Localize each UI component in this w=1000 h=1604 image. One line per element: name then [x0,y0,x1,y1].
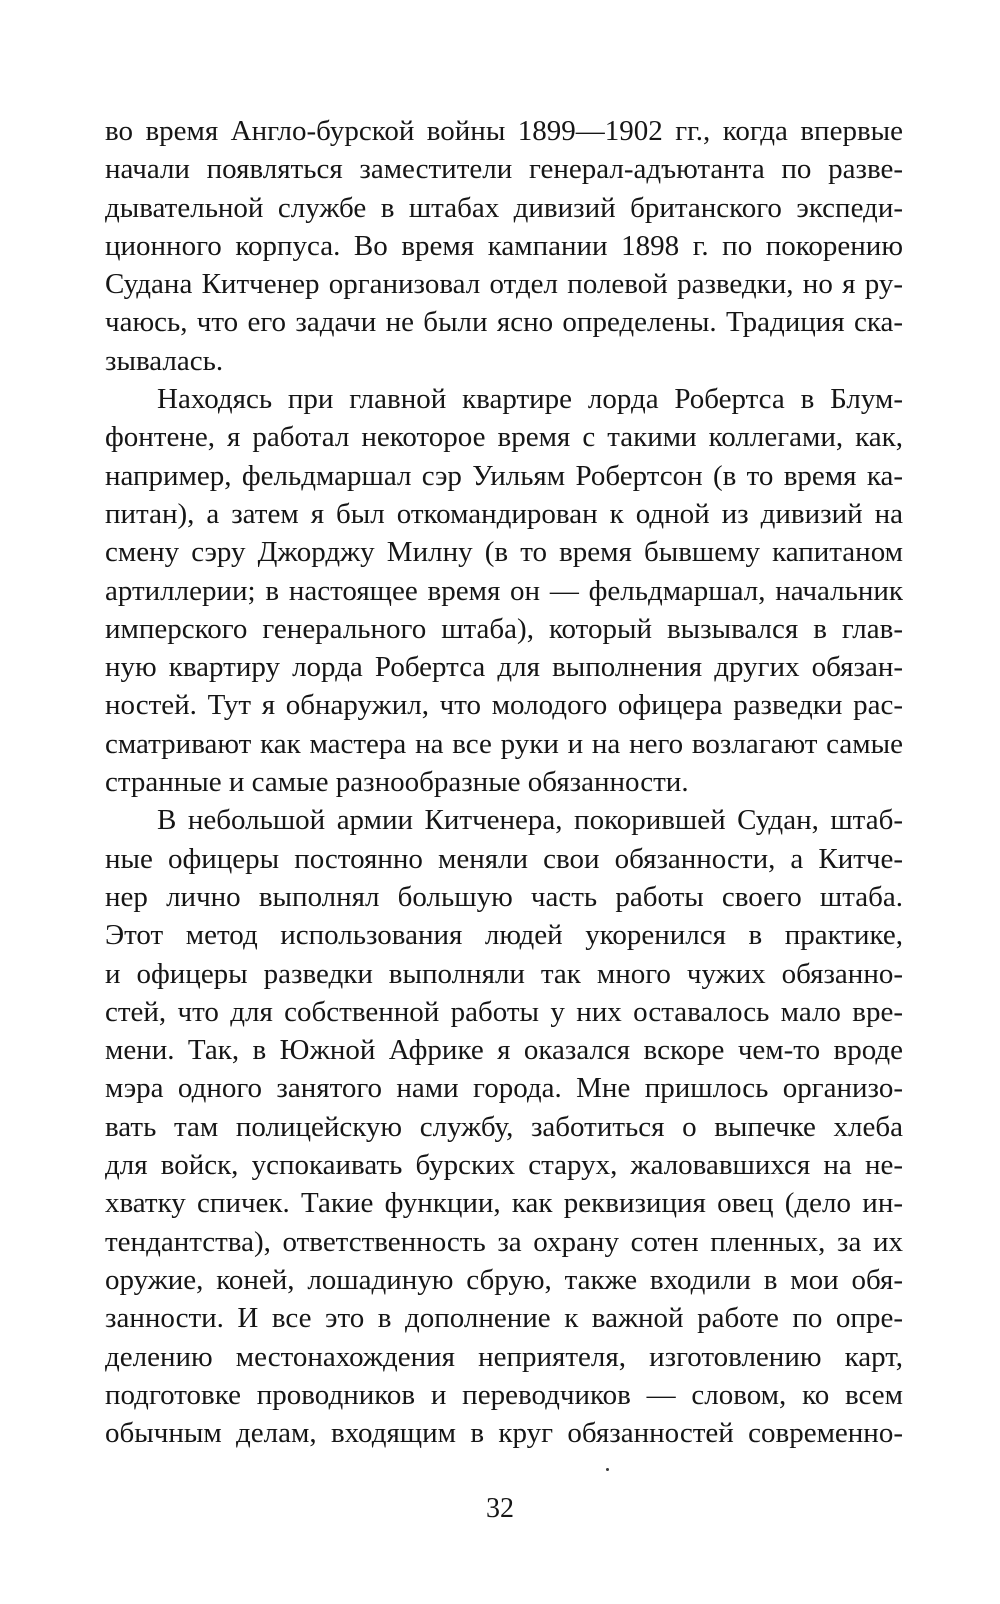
text-line: Этот метод использования людей укоренился в практике, [105,919,903,952]
text-line: фонтене, я работал некоторое время с такими коллегами, как, [105,421,903,454]
text-line: ционного корпуса. Во время кампании 1898 г. по покорению [105,229,903,262]
text-line: занности. И все это в дополнение к важной работе по опре- [105,1302,903,1335]
text-line: чаюсь, что его задачи не были ясно определены. Традиция ска- [105,306,903,339]
text-line: во время Англо-бурской войны 1899—1902 гг., когда впервые [105,115,903,147]
text-line: обычным делам, входящим в круг обязанностей современно- [105,1417,903,1450]
print-speck [606,1468,609,1471]
text-line: например, фельдмаршал сэр Уильям Робертсон (в то время ка- [105,459,903,492]
text-line: и офицеры разведки выполняли так много чужих обязанно- [105,957,903,990]
text-line: оружие, коней, лошадиную сбрую, также входили в мои обя- [105,1263,903,1296]
text-line: сматривают как мастера на все руки и на него возлагают самые [105,727,903,760]
text-line: нер лично выполнял большую часть работы своего штаба. [105,880,903,913]
text-line: смену сэру Джорджу Милну (в то время бывшему капитаном [105,536,903,569]
text-line: хватку спичек. Такие функции, как реквизиция овец (дело ин- [105,1187,903,1220]
text-line: ную квартиру лорда Робертса для выполнения других обязан- [105,651,903,684]
text-line: дывательной службе в штабах дивизий британского экспеди- [105,191,903,224]
text-line: мэра одного занятого нами города. Мне пришлось организо- [105,1072,903,1105]
text-line: артиллерии; в настоящее время он — фельдмаршал, начальник [105,574,903,607]
text-line: зывалась. [105,344,224,377]
text-line: Судана Китченер организовал отдел полевой разведки, но я ру- [105,268,903,301]
paragraph [105,112,903,380]
page-number: 32 [486,1493,514,1524]
text-line: В небольшой армии Китченера, покорившей Судан, штаб- [157,804,903,837]
text-line: странные и самые разнообразные обязанности. [105,766,689,799]
body-text [105,112,903,1452]
paragraph [105,801,903,1452]
text-line: вать там полицейскую службу, заботиться о выпечке хлеба [105,1110,903,1143]
text-line: делению местонахождения неприятеля, изготовлению карт, [105,1340,903,1373]
text-line: Находясь при главной квартире лорда Робертса в Блум- [157,383,903,416]
text-line: имперского генерального штаба), который вызывался в глав- [105,612,903,645]
text-line: начали появляться заместители генерал-адъютанта по разве- [105,153,903,186]
text-line: мени. Так, в Южной Африке я оказался вскоре чем-то вроде [105,1034,903,1067]
text-line: подготовке проводников и переводчиков — словом, ко всем [105,1378,903,1411]
text-line: ностей. Тут я обнаружил, что молодого офицера разведки рас- [105,689,903,722]
text-line: для войск, успокаивать бурских старух, жаловавшихся на не- [105,1149,903,1182]
paragraph [105,380,903,801]
text-line: тендантства), ответственность за охрану сотен пленных, за их [105,1225,903,1258]
text-line: стей, что для собственной работы у них оставалось мало вре- [105,995,903,1028]
text-line: питан), а затем я был откомандирован к одной из дивизий на [105,497,903,530]
text-line: ные офицеры постоянно меняли свои обязанности, а Китче- [105,842,903,875]
